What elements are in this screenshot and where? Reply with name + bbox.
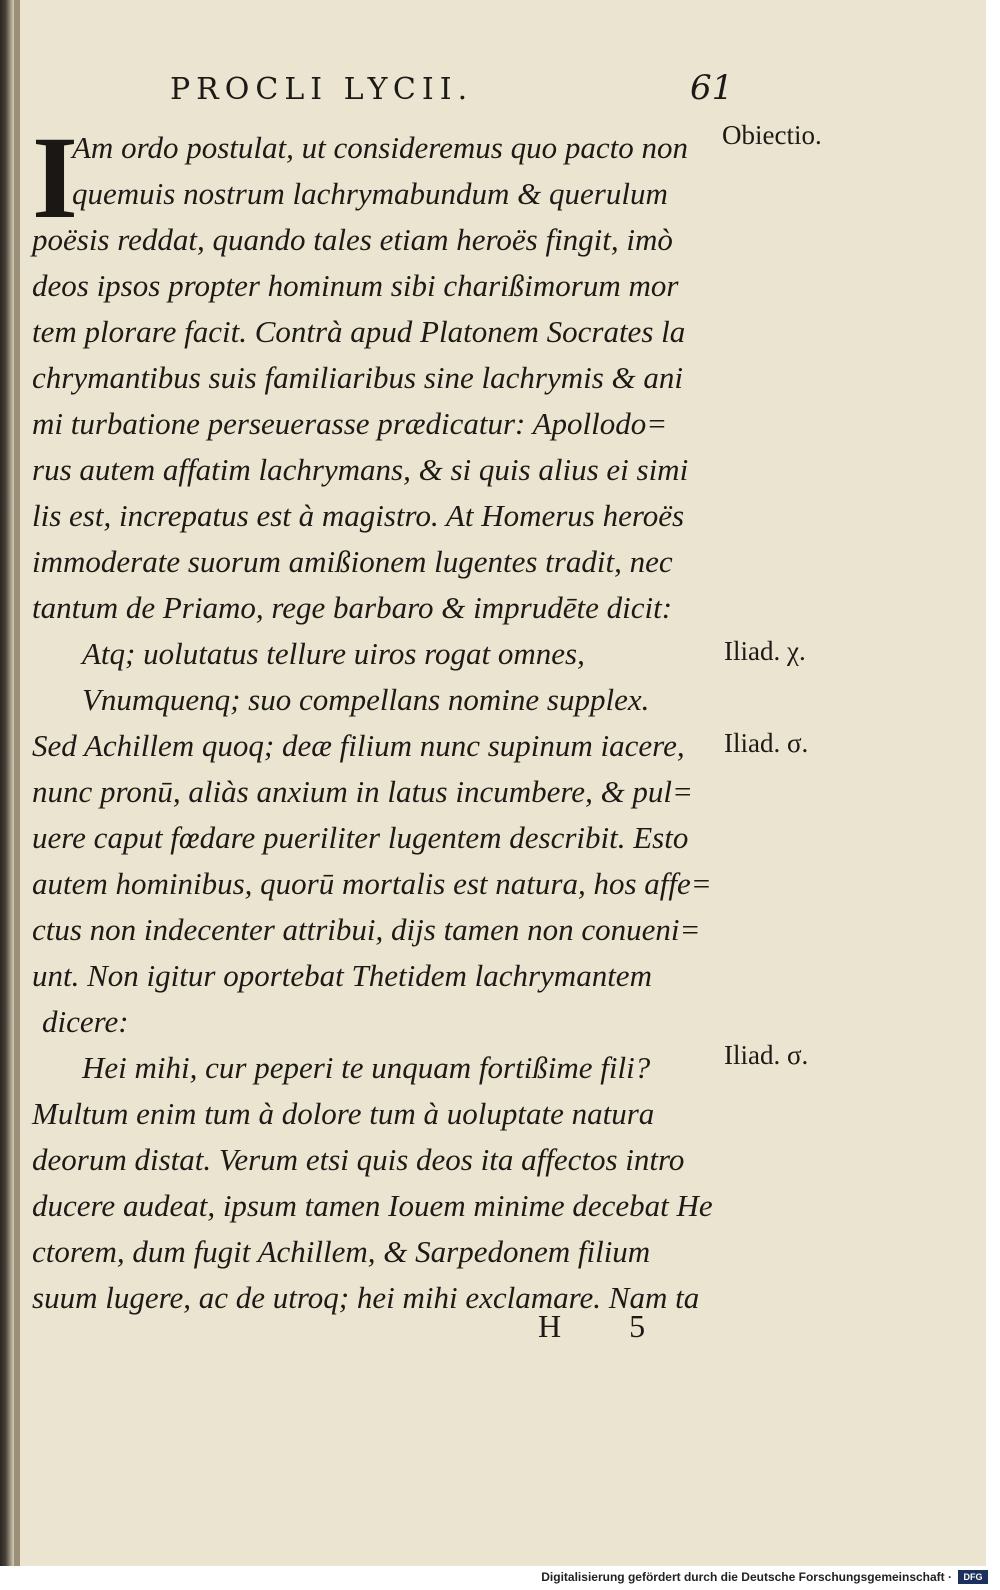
verse-line: Hei mihi, cur peperi te unquam fortißime fili?	[82, 1050, 651, 1085]
text-line: ctorem, dum fugit Achillem, & Sarpedonem filium	[32, 1234, 651, 1269]
text-line: deos ipsos propter hominum sibi charißimorum mor	[32, 268, 679, 303]
marginal-note-iliad: Iliad. σ.	[724, 728, 809, 758]
text-line: tem plorare facit. Contrà apud Platonem Socrates la	[32, 314, 686, 349]
text-line: Multum enim tum à dolore tum à uoluptate natura	[32, 1096, 655, 1131]
text-line: dicere:	[42, 1004, 129, 1039]
page-edge	[14, 0, 20, 1566]
text-line: rus autem affatim lachrymans, & si quis alius ei simi	[32, 452, 689, 487]
running-title: PROCLI LYCII.	[170, 72, 474, 107]
text-line: autem hominibus, quorū mortalis est natura, hos affe=	[32, 866, 712, 901]
drop-cap-initial: I	[32, 112, 78, 243]
text-line: unt. Non igitur oportebat Thetidem lachrymantem	[32, 958, 652, 993]
funding-credit: Digitalisierung gefördert durch die Deutsche Forschungsgemeinschaft ·	[541, 1570, 952, 1584]
dfg-logo-icon: DFG	[958, 1570, 988, 1584]
text-line: tantum de Priamo, rege barbaro & imprudēte dicit:	[32, 590, 673, 625]
text-line: deorum distat. Verum etsi quis deos ita affectos intro	[32, 1142, 685, 1177]
text-line: chrymantibus suis familiaribus sine lachrymis & ani	[32, 360, 683, 395]
marginal-note-iliad: Iliad. σ.	[724, 1040, 809, 1070]
verse-line: Vnumquenq; suo compellans nomine supplex.	[82, 682, 650, 717]
text-line: uere caput fœdare pueriliter lugentem describit. Esto	[32, 820, 689, 855]
verse-line: Atq; uolutatus tellure uiros rogat omnes,	[82, 636, 585, 671]
text-line: mi turbatione perseuerasse prædicatur: Apollodo=	[32, 406, 668, 441]
text-line: Sed Achillem quoq; deæ filium nunc supinum iacere,	[32, 728, 685, 763]
text-line: lis est, increpatus est à magistro. At Homerus heroës	[32, 498, 685, 533]
marginal-note-objectio: Obiectio.	[722, 120, 822, 150]
text-line: suum lugere, ac de utroq; hei mihi exclamare. Nam ta	[32, 1280, 700, 1315]
signature-mark: H 5	[538, 1308, 676, 1344]
page-number: 61	[690, 68, 734, 108]
text-line: immoderate suorum amißionem lugentes tradit, nec	[32, 544, 673, 579]
page-gutter-shadow	[0, 0, 14, 1566]
text-line: poësis reddat, quando tales etiam heroës fingit, imò	[32, 222, 673, 257]
digitization-footer	[0, 1566, 1000, 1590]
marginal-note-iliad: Iliad. χ.	[724, 636, 806, 666]
text-line: ducere audeat, ipsum tamen Iouem minime decebat He	[32, 1188, 713, 1223]
text-line: nunc pronū, aliàs anxium in latus incumbere, & pul=	[32, 774, 693, 809]
text-line: quemuis nostrum lachrymabundum & querulum	[72, 176, 668, 211]
text-line: ctus non indecenter attribui, dijs tamen non conueni=	[32, 912, 701, 947]
text-line: Am ordo postulat, ut consideremus quo pacto non	[72, 130, 688, 165]
